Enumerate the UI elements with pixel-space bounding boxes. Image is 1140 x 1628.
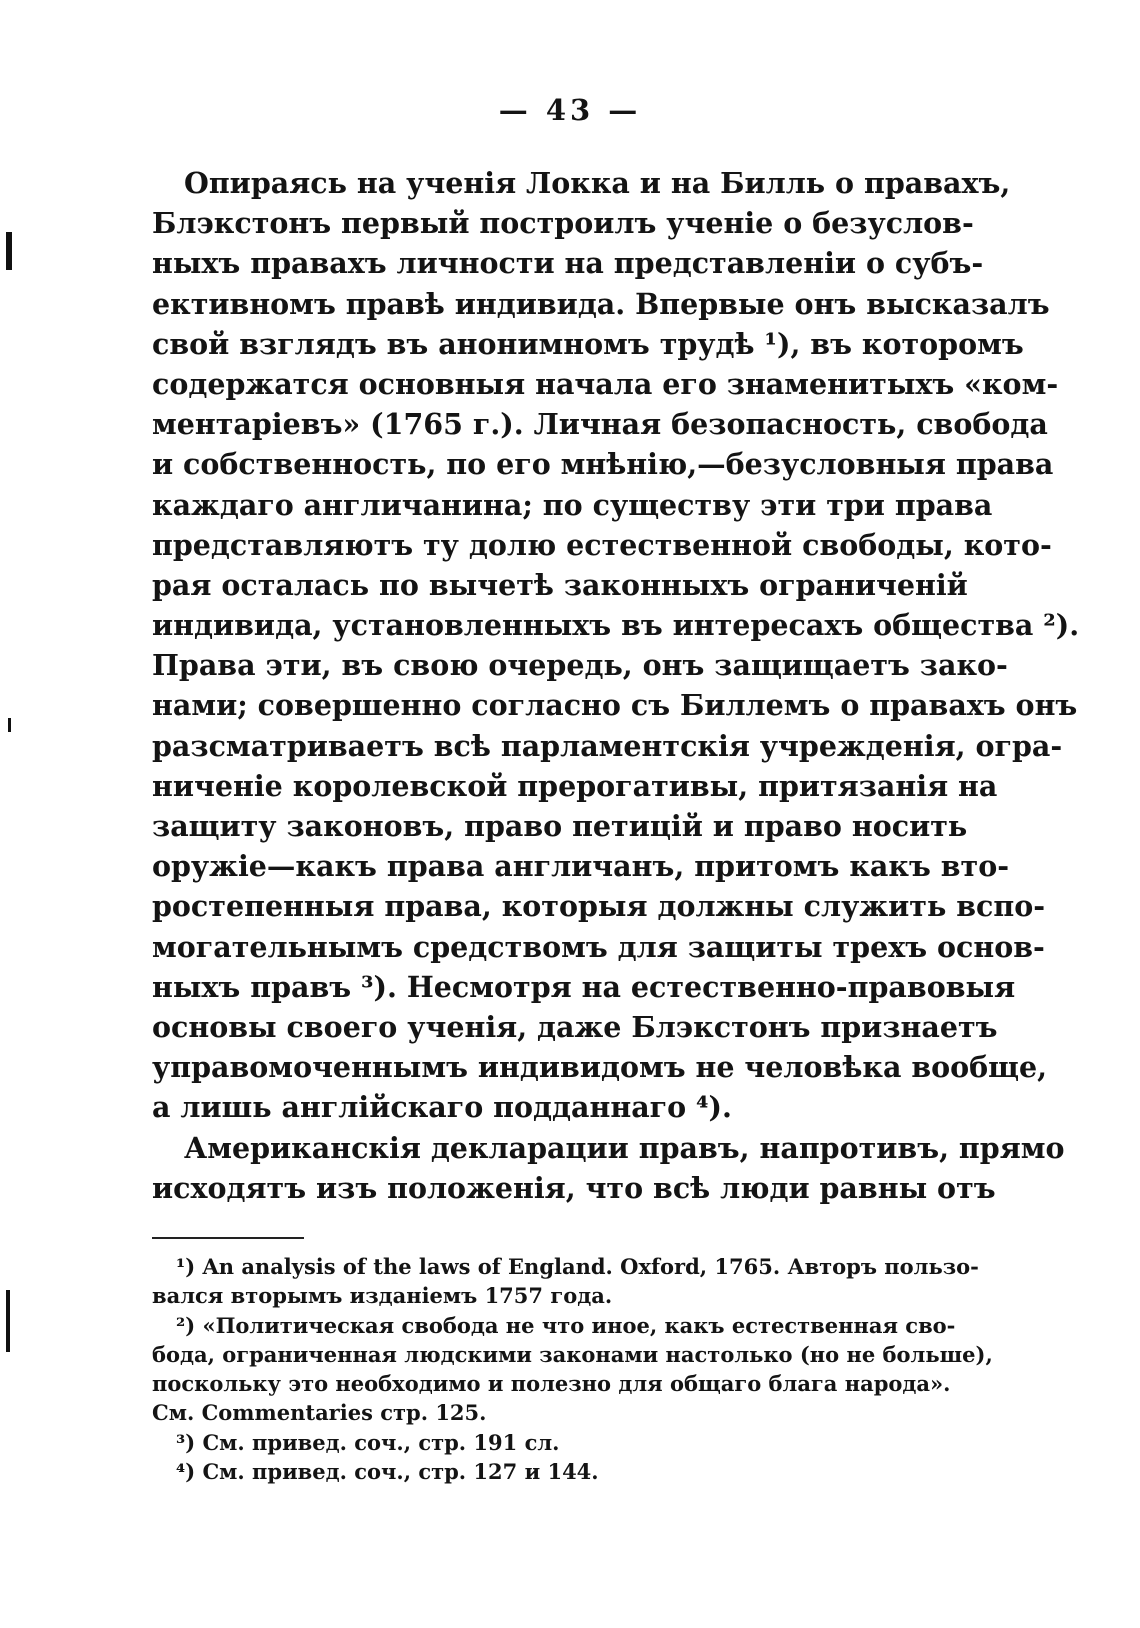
text-line: рая осталась по вычетѣ законныхъ ограниченій <box>152 567 968 602</box>
text-line: Опираясь на ученія Локка и на Билль о правахъ, <box>184 166 1011 200</box>
text-line: исходятъ изъ положенія, что всѣ люди равны отъ <box>152 1170 996 1205</box>
footnote-line: См. Commentaries стр. 125. <box>152 1400 487 1426</box>
scan-mark <box>8 718 11 732</box>
text-line: управомоченнымъ индивидомъ не человѣка вообще, <box>152 1050 1048 1085</box>
footnote-divider <box>152 1237 304 1239</box>
footnote-line: ⁴) См. привед. соч., стр. 127 и 144. <box>176 1459 599 1485</box>
text-line: Права эти, въ свою очередь, онъ защищаетъ зако- <box>152 648 1008 683</box>
text-line: защиту законовъ, право петицій и право носить <box>152 809 968 843</box>
text-line: ниченіе королевской прерогативы, притязанія на <box>152 768 998 803</box>
text-line: оружіе—какъ права англичанъ, притомъ какъ вто- <box>152 849 1010 884</box>
text-line: нами; совершенно согласно съ Биллемъ о правахъ онъ <box>152 688 1078 723</box>
text-line: основы своего ученія, даже Блэкстонъ признаетъ <box>152 1009 998 1044</box>
footnote-line: поскольку это необходимо и полезно для общаго блага народа». <box>152 1371 951 1397</box>
page-number: — 43 — <box>498 93 642 127</box>
text-line: Американскія декларации правъ, напротивъ, прямо <box>184 1130 1065 1165</box>
text-line: ныхъ правъ ³). Несмотря на естественно-правовыя <box>152 969 1016 1004</box>
footnote-line: ¹) An analysis of the laws of England. Oxford, 1765. Авторъ пользо- <box>176 1254 979 1279</box>
footnotes <box>152 1252 993 1486</box>
body-text <box>152 163 1080 1208</box>
text-line: и собственность, по его мнѣнію,—безусловныя права <box>152 447 1054 482</box>
footnote-line: ³) См. привед. соч., стр. 191 сл. <box>176 1429 560 1455</box>
footnote-line: вался вторымъ изданіемъ 1757 года. <box>152 1283 613 1309</box>
scan-mark <box>6 232 12 270</box>
text-line: разсматриваетъ всѣ парламентскія учрежденія, огра- <box>152 728 1063 763</box>
text-line: а лишь англійскаго подданнаго ⁴). <box>152 1090 732 1125</box>
text-line: ективномъ правѣ индивида. Впервые онъ высказалъ <box>152 286 1050 321</box>
scan-mark <box>6 1290 10 1352</box>
text-line: ныхъ правахъ личности на представленіи о субъ- <box>152 246 984 281</box>
text-line: содержатся основныя начала его знаменитыхъ «ком- <box>152 366 1059 401</box>
footnote-line: ²) «Политическая свобода не что иное, какъ естественная сво- <box>176 1312 956 1338</box>
text-line: ментаріевъ» (1765 г.). Личная безопасность, свобода <box>152 407 1048 442</box>
text-line: индивида, установленныхъ въ интересахъ общества ²). <box>152 608 1080 643</box>
text-line: ростепенныя права, которыя должны служить вспо- <box>152 889 1046 924</box>
text-line: каждаго англичанина; по существу эти три права <box>152 487 993 522</box>
footnote-line: бода, ограниченная людскими законами настолько (но не больше), <box>152 1341 993 1367</box>
text-line: могательнымъ средствомъ для защиты трехъ основ- <box>152 929 1045 964</box>
text-line: представляютъ ту долю естественной свободы, кото- <box>152 527 1052 562</box>
text-line: Блэкстонъ первый построилъ ученіе о безуслов- <box>152 206 974 241</box>
text-line: свой взглядъ въ анонимномъ трудѣ ¹), въ которомъ <box>152 326 1024 361</box>
